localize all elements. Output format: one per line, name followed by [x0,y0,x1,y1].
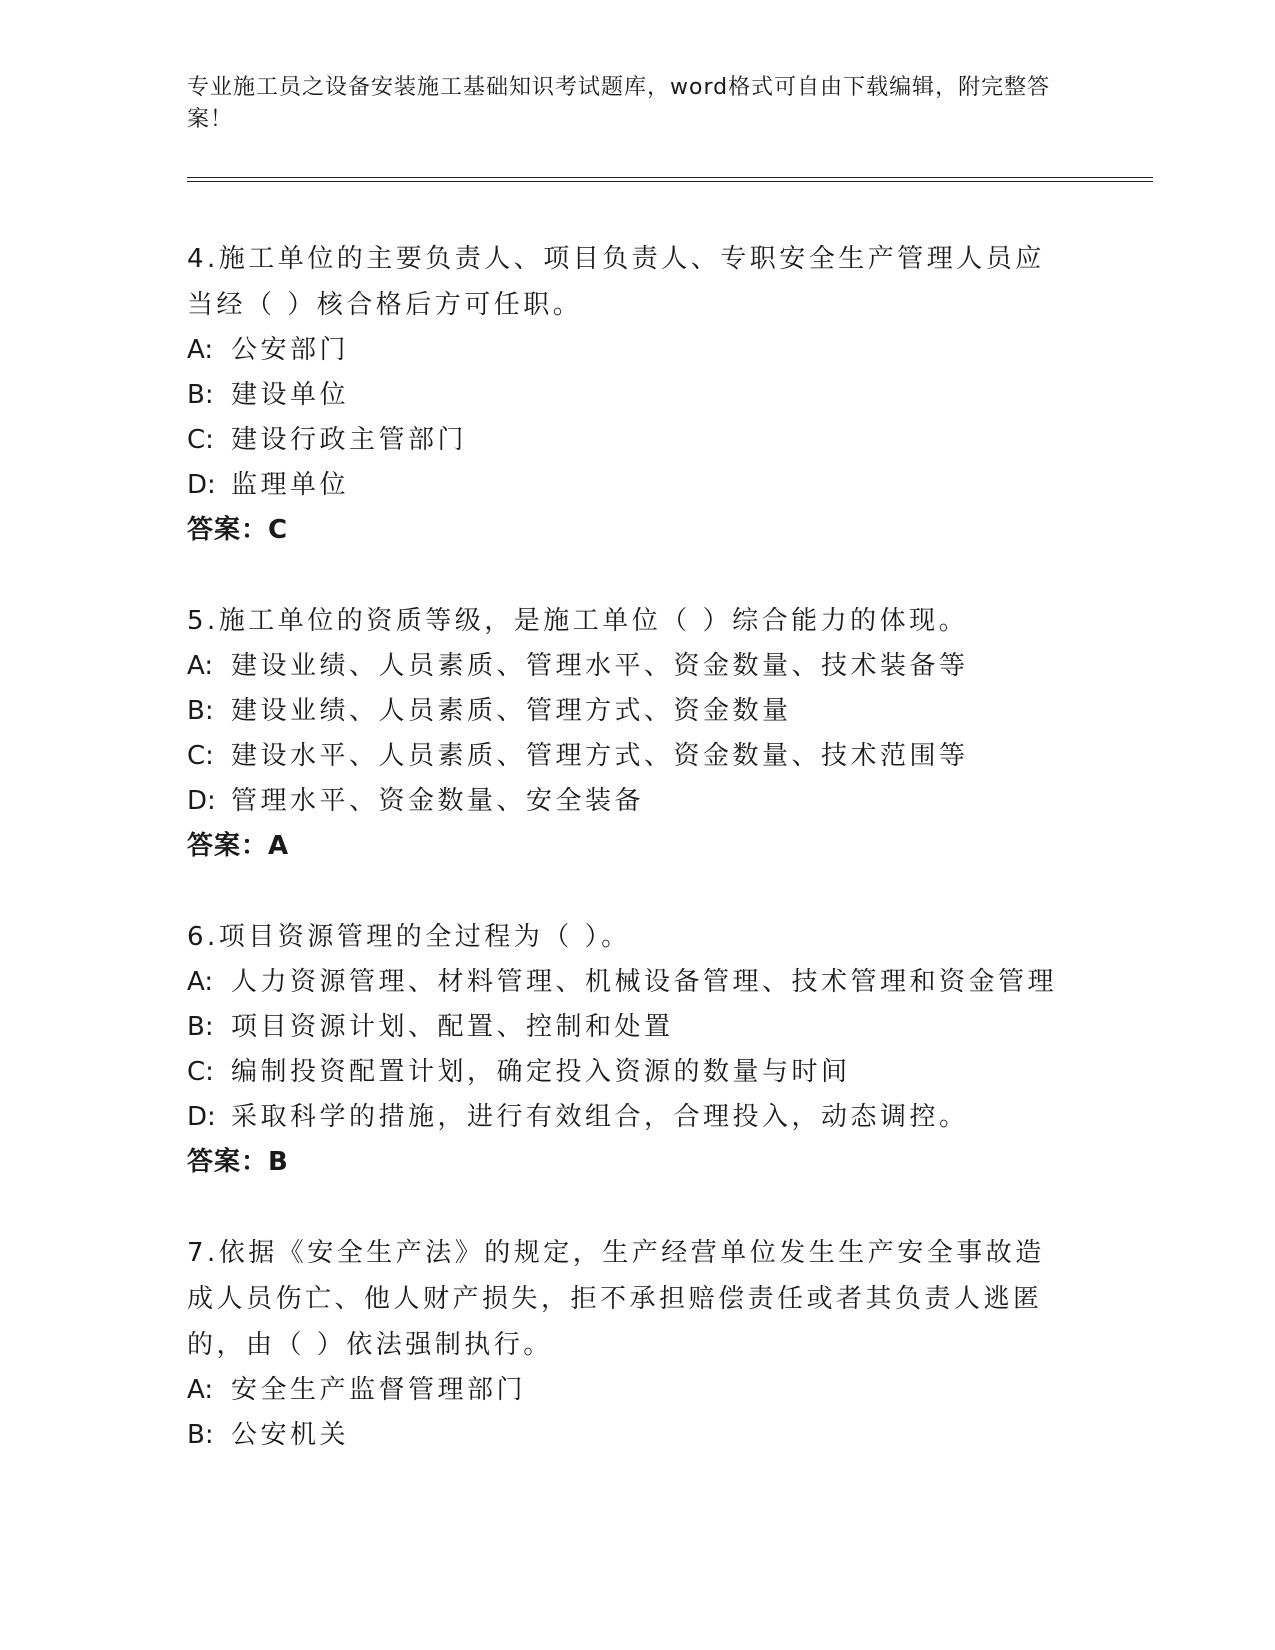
option-c [187,418,1067,463]
option-text: 采取科学的措施，进行有效组合，合理投入，动态调控。 [231,1102,969,1132]
option-letter: A: [187,967,214,997]
option-text: 建设单位 [231,380,350,410]
option-letter: B: [187,1012,214,1042]
option-text: 人力资源管理、材料管理、机械设备管理、技术管理和资金管理 [231,967,1058,997]
option-c [187,734,1067,779]
option-text: 安全生产监督管理部门 [231,1375,527,1405]
question-7 [187,1230,1067,1458]
question-4 [187,236,1067,553]
question-6 [187,914,1067,1185]
option-b [187,1005,1067,1050]
answer-text: 答案：C [187,515,289,545]
document-header: 专业施工员之设备安装施工基础知识考试题库，word格式可自由下载编辑，附完整答案！ [187,75,1051,132]
question-stem: 6.项目资源管理的全过程为（ ）。 [187,922,631,952]
option-letter: B: [187,696,214,726]
option-letter: A: [187,651,214,681]
option-a [187,328,1067,373]
option-d [187,1095,1067,1140]
option-letter: C: [187,741,214,771]
option-text: 建设业绩、人员素质、管理水平、资金数量、技术装备等 [231,651,969,681]
option-letter: A: [187,335,214,365]
question-stem: 7.依据《安全生产法》的规定，生产经营单位发生生产安全事故造成人员伤亡、他人财产损失，拒不承担赔偿责任或者其负责人逃匿的，由（ ）依法强制执行。 [187,1238,1045,1360]
option-text: 建设业绩、人员素质、管理方式、资金数量 [231,696,792,726]
option-letter: B: [187,1420,214,1450]
answer-text: 答案：A [187,831,290,861]
option-text: 编制投资配置计划，确定投入资源的数量与时间 [231,1057,851,1087]
option-text: 建设行政主管部门 [231,425,468,455]
option-letter: C: [187,425,214,455]
option-c [187,1050,1067,1095]
option-b [187,373,1067,418]
option-letter: D: [187,1102,216,1132]
answer-text: 答案：B [187,1147,289,1177]
question-stem: 4.施工单位的主要负责人、项目负责人、专职安全生产管理人员应当经（ ）核合格后方可任职。 [187,244,1045,320]
option-letter: C: [187,1057,214,1087]
option-text: 公安机关 [231,1420,350,1450]
option-text: 管理水平、资金数量、安全装备 [231,786,645,816]
option-a [187,960,1067,1005]
option-text: 公安部门 [231,335,350,365]
option-letter: D: [187,786,216,816]
option-text: 项目资源计划、配置、控制和处置 [231,1012,674,1042]
option-letter: B: [187,380,214,410]
option-letter: D: [187,470,216,500]
question-5 [187,598,1067,869]
option-text: 监理单位 [231,470,350,500]
question-list [187,236,1067,1503]
header-divider [187,177,1153,182]
question-stem: 5.施工单位的资质等级，是施工单位（ ）综合能力的体现。 [187,606,969,636]
option-letter: A: [187,1375,214,1405]
option-d [187,779,1067,824]
option-text: 建设水平、人员素质、管理方式、资金数量、技术范围等 [231,741,969,771]
option-b [187,1413,1067,1458]
option-b [187,689,1067,734]
option-a [187,1368,1067,1413]
option-a [187,644,1067,689]
option-d [187,463,1067,508]
